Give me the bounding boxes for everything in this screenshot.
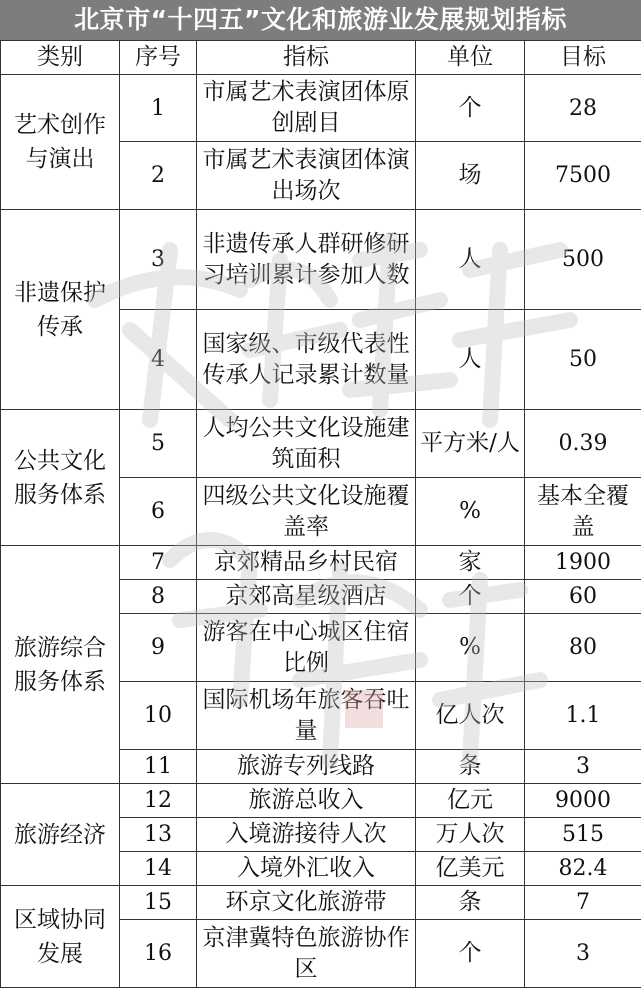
header-row [1, 41, 641, 75]
target-cell: 基本全覆盖 [525, 478, 641, 546]
target-cell: 50 [525, 310, 641, 410]
indicator-cell: 国际机场年旅客吞吐量 [197, 682, 416, 750]
target-cell: 3 [525, 920, 641, 988]
unit-cell: 个 [416, 580, 525, 614]
header-target: 目标 [525, 41, 641, 75]
category-cell: 区域协同发展 [1, 886, 120, 988]
unit-cell: 条 [416, 886, 525, 920]
unit-cell: 亿美元 [416, 852, 525, 886]
header-category: 类别 [1, 41, 120, 75]
target-cell: 7 [525, 886, 641, 920]
indicator-cell: 京津冀特色旅游协作区 [197, 920, 416, 988]
row-number: 11 [120, 750, 197, 784]
unit-cell: 场 [416, 142, 525, 210]
target-cell: 1900 [525, 546, 641, 580]
row-number: 13 [120, 818, 197, 852]
unit-cell: 人 [416, 210, 525, 310]
unit-cell: 个 [416, 920, 525, 988]
table-row [1, 784, 641, 818]
category-cell: 公共文化服务体系 [1, 410, 120, 546]
table-title: 北京市“十四五”文化和旅游业发展规划指标 [0, 0, 641, 40]
row-number: 7 [120, 546, 197, 580]
indicator-cell: 旅游专列线路 [197, 750, 416, 784]
target-cell: 82.4 [525, 852, 641, 886]
header-unit: 单位 [416, 41, 525, 75]
unit-cell: 亿元 [416, 784, 525, 818]
target-cell: 515 [525, 818, 641, 852]
unit-cell: 亿人次 [416, 682, 525, 750]
target-cell: 1.1 [525, 682, 641, 750]
target-cell: 60 [525, 580, 641, 614]
table-row [1, 886, 641, 920]
indicator-cell: 京郊高星级酒店 [197, 580, 416, 614]
table-row [1, 75, 641, 142]
row-number: 12 [120, 784, 197, 818]
target-cell: 28 [525, 75, 641, 142]
category-cell: 艺术创作与演出 [1, 75, 120, 210]
indicator-cell: 四级公共文化设施覆盖率 [197, 478, 416, 546]
unit-cell: 人 [416, 310, 525, 410]
indicator-cell: 入境游接待人次 [197, 818, 416, 852]
target-cell: 7500 [525, 142, 641, 210]
indicator-cell: 入境外汇收入 [197, 852, 416, 886]
row-number: 6 [120, 478, 197, 546]
indicator-cell: 环京文化旅游带 [197, 886, 416, 920]
indicator-cell: 人均公共文化设施建筑面积 [197, 410, 416, 478]
unit-cell: % [416, 478, 525, 546]
header-number: 序号 [120, 41, 197, 75]
unit-cell: 家 [416, 546, 525, 580]
planning-indicators-table [0, 40, 641, 988]
table-row [1, 546, 641, 580]
row-number: 8 [120, 580, 197, 614]
row-number: 4 [120, 310, 197, 410]
target-cell: 500 [525, 210, 641, 310]
indicator-cell: 国家级、市级代表性传承人记录累计数量 [197, 310, 416, 410]
unit-cell: 条 [416, 750, 525, 784]
row-number: 5 [120, 410, 197, 478]
category-cell: 旅游综合服务体系 [1, 546, 120, 784]
unit-cell: % [416, 614, 525, 682]
indicator-cell: 市属艺术表演团体演出场次 [197, 142, 416, 210]
table-row [1, 210, 641, 310]
row-number: 16 [120, 920, 197, 988]
row-number: 9 [120, 614, 197, 682]
unit-cell: 个 [416, 75, 525, 142]
indicator-cell: 京郊精品乡村民宿 [197, 546, 416, 580]
target-cell: 80 [525, 614, 641, 682]
target-cell: 0.39 [525, 410, 641, 478]
unit-cell: 平方米/人 [416, 410, 525, 478]
table-row [1, 410, 641, 478]
target-cell: 3 [525, 750, 641, 784]
indicator-cell: 非遗传承人群研修研习培训累计参加人数 [197, 210, 416, 310]
unit-cell: 万人次 [416, 818, 525, 852]
indicator-cell: 游客在中心城区住宿比例 [197, 614, 416, 682]
indicator-cell: 市属艺术表演团体原创剧目 [197, 75, 416, 142]
row-number: 2 [120, 142, 197, 210]
category-cell: 非遗保护传承 [1, 210, 120, 410]
row-number: 1 [120, 75, 197, 142]
target-cell: 9000 [525, 784, 641, 818]
row-number: 15 [120, 886, 197, 920]
category-cell: 旅游经济 [1, 784, 120, 886]
row-number: 3 [120, 210, 197, 310]
row-number: 14 [120, 852, 197, 886]
indicator-cell: 旅游总收入 [197, 784, 416, 818]
row-number: 10 [120, 682, 197, 750]
header-indicator: 指标 [197, 41, 416, 75]
